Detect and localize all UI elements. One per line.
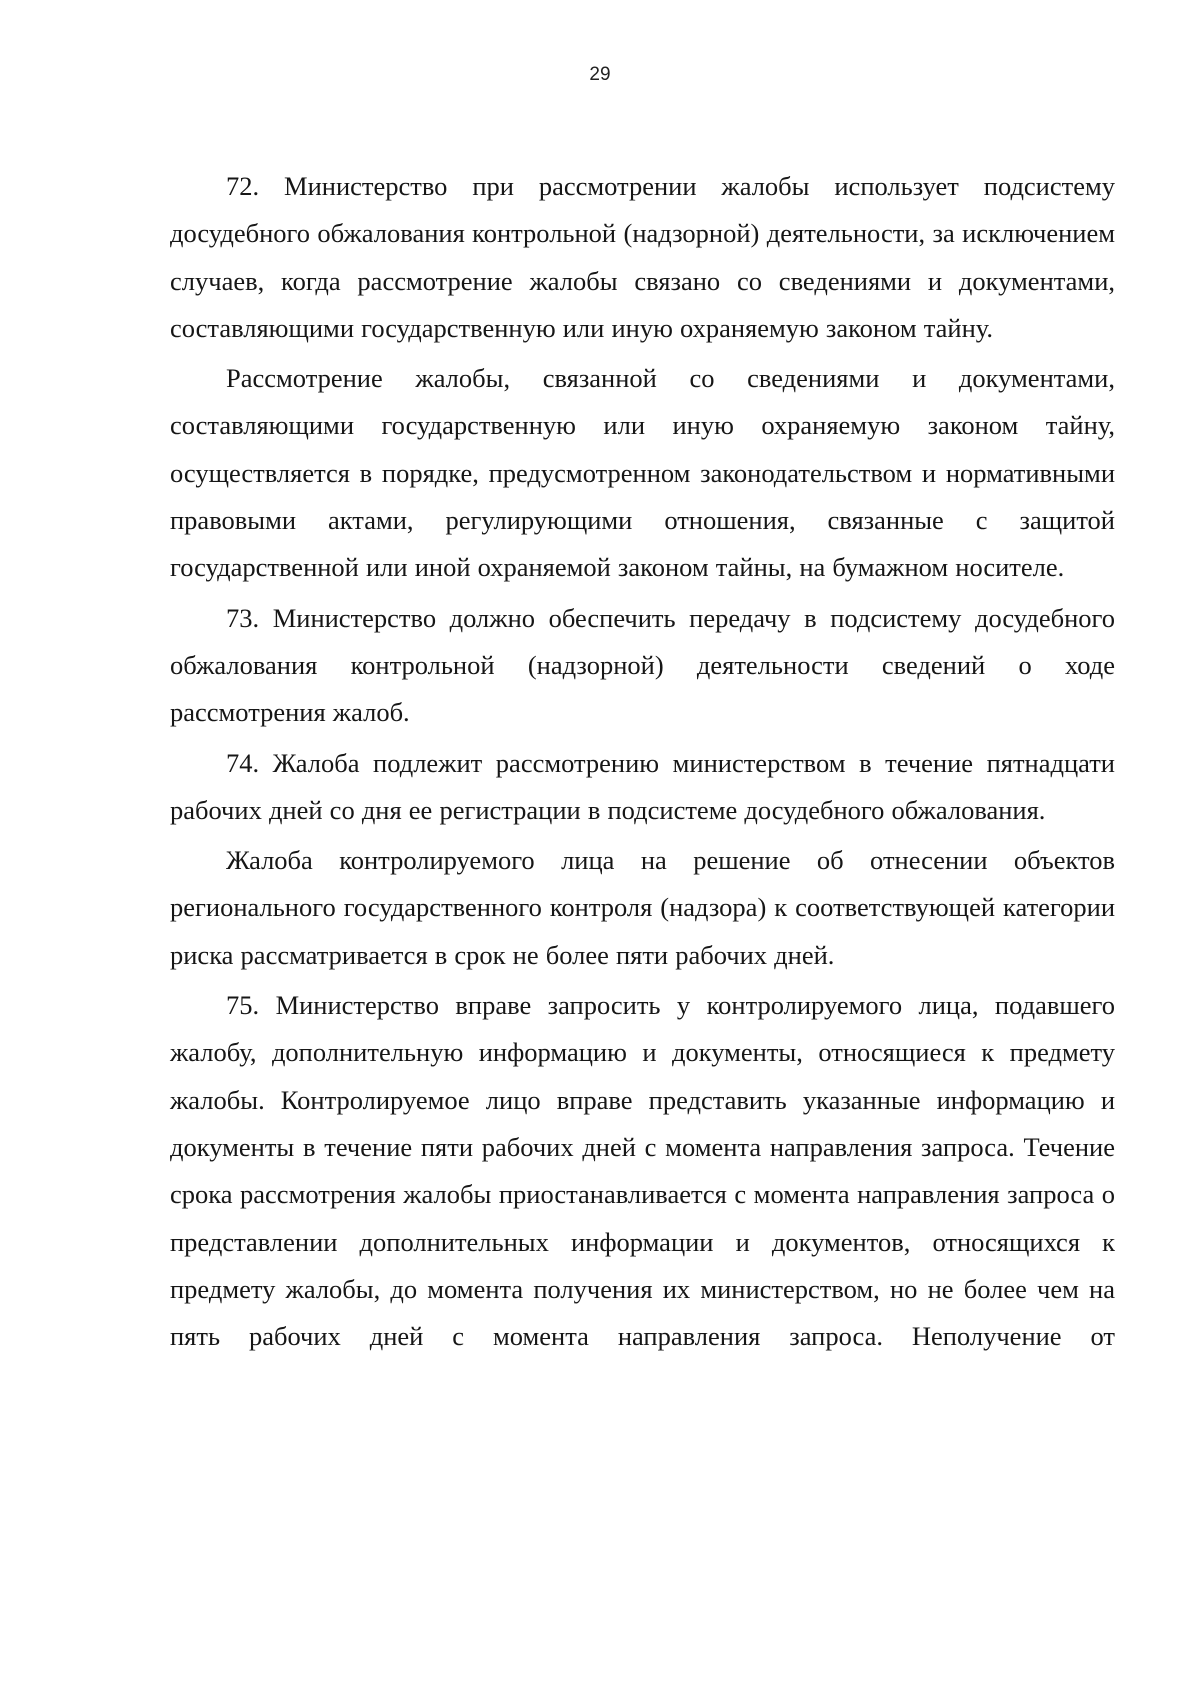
paragraph-72-continued: Рассмотрение жалобы, связанной со сведениями и документами, составляющими государственную или иную охраняемую законом тайну, осуществляется в порядке, предусмотренном законодательством и нормативными правовыми актами, регулирующими отношения, связанные с защитой государственной или иной охраняемой законом тайны, на бумажном носителе. [170,363,1115,583]
document-body [170,163,1115,1363]
page-number: 29 [589,64,611,85]
paragraph-74: 74. Жалоба подлежит рассмотрению министерством в течение пятнадцати рабочих дней со дня ее регистрации в подсистеме досудебного обжалования. [170,747,1115,825]
paragraph-75: 75. Министерство вправе запросить у контролируемого лица, подавшего жалобу, дополнительную информацию и документы, относящиеся к предмету жалобы. Контролируемое лицо вправе представить указанные информацию и документы в течение пяти рабочих дней с момента направления запроса. Течение срока рассмотрения жалобы приостанавливается с момента направления запроса о представлении дополнительных информации и документов, относящихся к предмету жалобы, до момента получения их министерством, но не более чем на пять рабочих дней с момента направления запроса. Неполучение от [170,990,1115,1352]
paragraph-72: 72. Министерство при рассмотрении жалобы использует подсистему досудебного обжалования контрольной (надзорной) деятельности, за исключением случаев, когда рассмотрение жалобы связано со сведениями и документами, составляющими государственную или иную охраняемую законом тайну. [170,171,1115,343]
paragraph-74-continued: Жалоба контролируемого лица на решение об отнесении объектов регионального государственного контроля (надзора) к соответствующей категории риска рассматривается в срок не более пяти рабочих дней. [170,845,1115,970]
paragraph-73: 73. Министерство должно обеспечить передачу в подсистему досудебного обжалования контрольной (надзорной) деятельности сведений о ходе рассмотрения жалоб. [170,602,1115,728]
